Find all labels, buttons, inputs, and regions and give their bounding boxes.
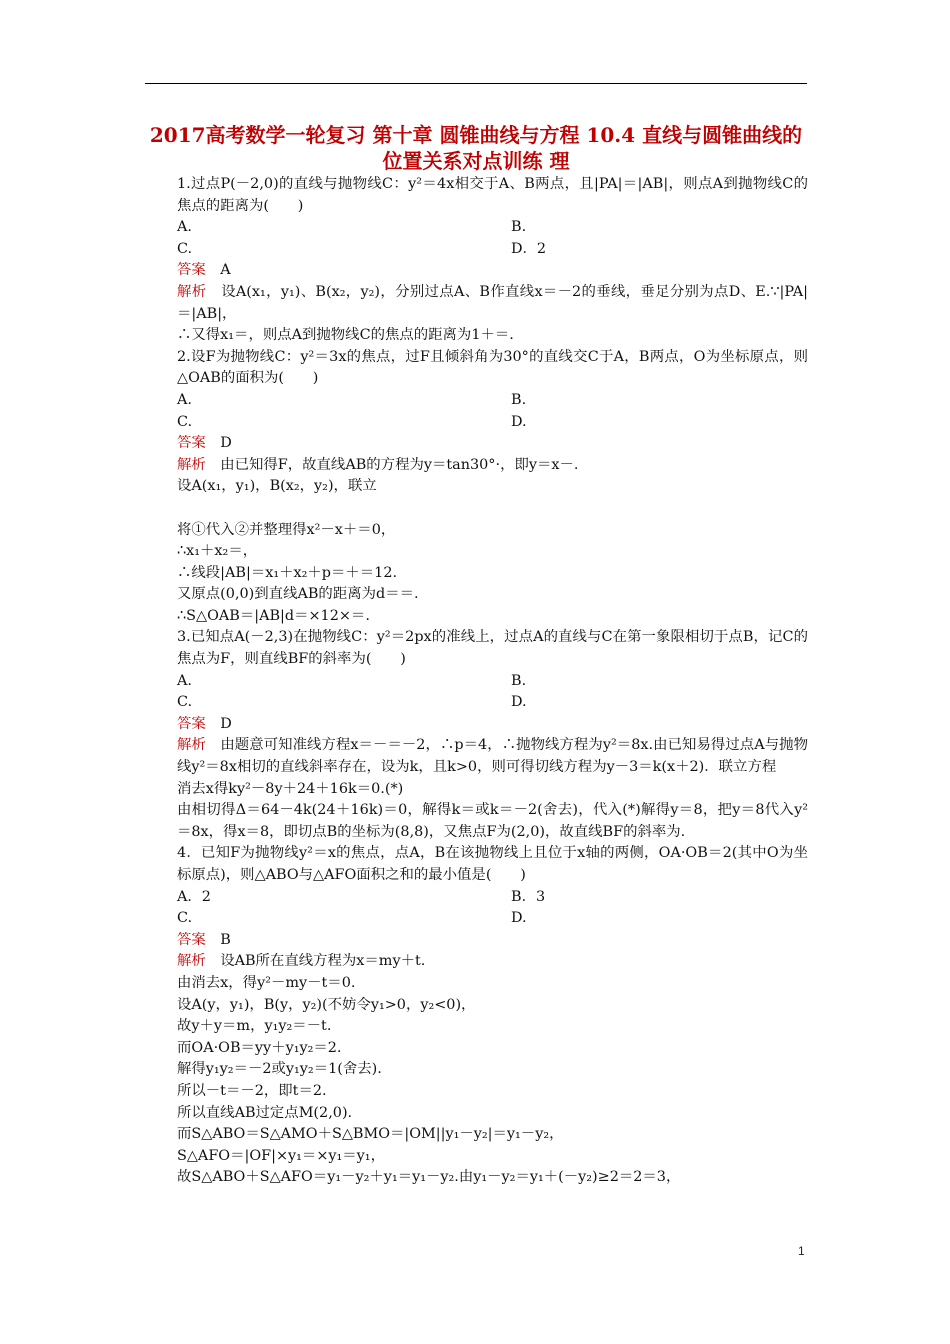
q3-line: 消去x得ky²－8y＋24＋16k＝0.(*) (177, 780, 404, 797)
q2-line: 又原点(0,0)到直线AB的距离为d＝＝. (177, 586, 419, 603)
q3-answer-line (146, 714, 808, 736)
answer-label: 答案 (177, 262, 206, 279)
answer-label: 答案 (177, 715, 206, 732)
q1-answer: A (220, 262, 231, 279)
document-title: 2017高考数学一轮复习 第十章 圆锥曲线与方程 10.4 直线与圆锥曲线的位置关系对点训练 理 (149, 123, 803, 173)
q2-line: 设A(x₁，y₁)，B(x₂，y₂)，联立 (177, 478, 377, 495)
q4-line: 所以直线AB过定点M(2,0). (177, 1104, 353, 1121)
q1-option-d: D．2 (511, 240, 547, 257)
q4-analysis: 设AB所在直线方程为x＝my＋t. (220, 953, 426, 970)
q4-option-c: C. (177, 910, 193, 927)
q4-line: 故y＋y＝m，y₁y₂＝－t. (177, 1018, 332, 1035)
q4-answer-line (146, 930, 808, 952)
header-rule (145, 83, 807, 84)
q3-option-b: B. (511, 672, 527, 689)
q3-analysis: 由题意可知准线方程x＝－＝－2，∴p＝4，∴抛物线方程为y²＝8x.由已知易得过点A与抛物线y²＝8x相切的直线斜率存在，设为k，且k>0，则可得切线方程为y－3＝k(x＋2)．联立方程 (177, 737, 808, 776)
q1-line: ∴又得x₁＝，则点A到抛物线C的焦点的距离为1＋＝. (177, 327, 514, 344)
q2-option-c: C. (177, 413, 193, 430)
q1-analysis-line (146, 282, 808, 325)
q1-option-c: C. (177, 240, 193, 257)
q3-option-a: A. (177, 672, 192, 689)
q2-answer-line (146, 433, 808, 455)
q2-option-b: B. (511, 391, 527, 408)
q2-line: ∴x₁＋x₂＝， (177, 543, 258, 560)
q4-line: 故S△ABO＋S△AFO＝y₁－y₂＋y₁＝y₁－y₂.由y₁－y₂＝y₁＋(－y₂)≥2＝2＝3， (177, 1169, 681, 1186)
q4-answer: B (220, 931, 231, 948)
q3-line: 由相切得Δ＝64－4k(24＋16k)＝0，解得k＝或k＝－2(舍去)，代入(*)解得y＝8，把y＝8代入y²＝8x，得x＝8，即切点B的坐标为(8,8)，又焦点F为(2,0)，故直线BF的斜率为. (177, 802, 808, 840)
q4-option-a: A．2 (177, 888, 211, 905)
q1-answer-line (146, 260, 808, 282)
q2-answer: D (220, 435, 232, 452)
question-1-stem: 1.过点P(－2,0)的直线与抛物线C：y²＝4x相交于A、B两点，且|PA|＝|AB|，则点A到抛物线C的焦点的距离为( ) (177, 176, 808, 214)
q4-line: S△AFO＝|OF|×y₁＝×y₁＝y₁， (177, 1147, 385, 1164)
q4-option-d: D. (511, 910, 527, 927)
page-number: 1 (798, 1244, 805, 1258)
q1-option-b: B. (511, 219, 527, 236)
analysis-label: 解析 (177, 456, 206, 473)
q4-analysis-line (146, 951, 808, 973)
q4-line: 解得y₁y₂＝－2或y₁y₂＝1(舍去). (177, 1061, 382, 1078)
answer-label: 答案 (177, 435, 206, 452)
q1-analysis: 设A(x₁，y₁)、B(x₂，y₂)，分别过点A、B作直线x＝－2的垂线，垂足分别为点D、E.∵|PA|＝|AB|， (177, 283, 808, 322)
equation-gap (146, 498, 808, 520)
document-body (146, 174, 808, 1189)
q4-line: 所以－t＝－2，即t＝2. (177, 1082, 327, 1099)
q2-option-d: D. (511, 413, 527, 430)
question-3-stem: 3.已知点A(－2,3)在抛物线C：y²＝2px的准线上，过点A的直线与C在第一象限相切于点B，记C的焦点为F，则直线BF的斜率为( ) (177, 629, 808, 668)
question-4-stem: 4．已知F为抛物线y²＝x的焦点，点A，B在该抛物线上且位于x轴的两侧，OA·OB＝2(其中O为坐标原点)，则△ABO与△AFO面积之和的最小值是( ) (177, 845, 808, 883)
q2-analysis-line (146, 455, 808, 477)
analysis-label: 解析 (177, 283, 207, 300)
q4-option-b: B．3 (511, 888, 546, 905)
q2-line: ∴S△OAB＝|AB|d＝×12×＝. (177, 607, 370, 624)
analysis-label: 解析 (177, 953, 206, 970)
q2-option-a: A. (177, 391, 192, 408)
question-2-stem: 2.设F为抛物线C：y²＝3x的焦点，过F且倾斜角为30°的直线交C于A，B两点，O为坐标原点，则△OAB的面积为( ) (177, 348, 808, 387)
q3-analysis-line (146, 735, 808, 778)
q3-option-c: C. (177, 694, 193, 711)
q1-option-a: A. (177, 219, 192, 236)
analysis-label: 解析 (177, 737, 206, 754)
q2-line: ∴线段|AB|＝x₁＋x₂＋p＝＋＝12. (177, 564, 398, 581)
q4-line: 设A(y，y₁)，B(y，y₂)(不妨令y₁>0，y₂<0)， (177, 996, 476, 1013)
q4-line: 由消去x，得y²－my－t＝0. (177, 974, 356, 991)
answer-label: 答案 (177, 931, 206, 948)
q4-line: 而OA·OB＝yy＋y₁y₂＝2. (177, 1039, 342, 1056)
q3-answer: D (220, 715, 232, 732)
q2-analysis: 由已知得F，故直线AB的方程为y＝tan30°·，即y＝x－. (220, 456, 579, 473)
q2-line: 将①代入②并整理得x²－x＋＝0， (177, 521, 396, 538)
q4-line: 而S△ABO＝S△AMO＋S△BMO＝|OM||y₁－y₂|＝y₁－y₂， (177, 1126, 564, 1143)
q3-option-d: D. (511, 694, 527, 711)
